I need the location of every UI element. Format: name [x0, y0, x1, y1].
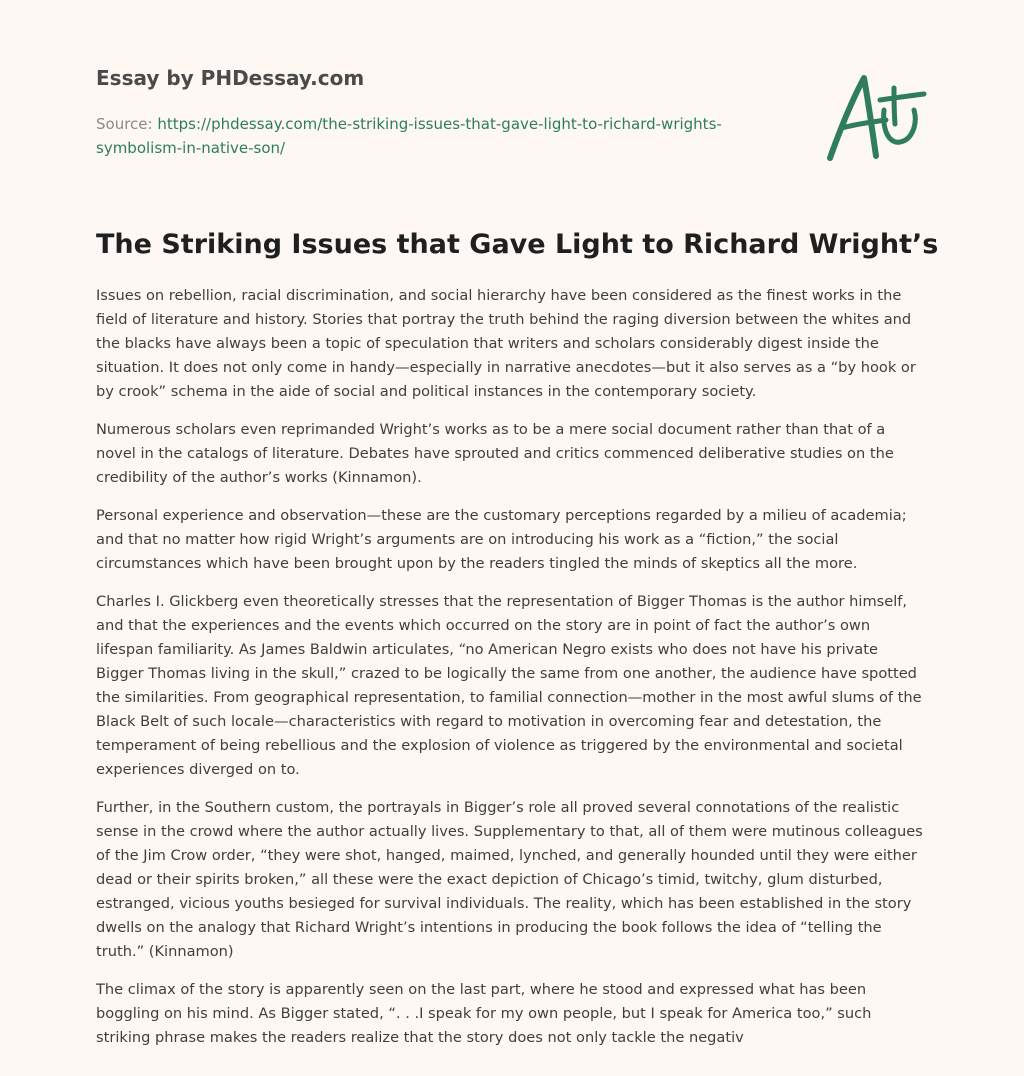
source-line	[96, 112, 776, 160]
paragraph: Personal experience and observation—these are the customary perceptions regarded by a milieu of academia; and that no matter how rigid Wright’s arguments are on introducing his work as a “fiction,” the social circumstances which have been brought upon by the readers tingled the minds of skeptics all the more.	[96, 507, 907, 572]
source-label: Source:	[96, 115, 158, 133]
essay-title: The Striking Issues that Gave Light to Richard Wright’s	[96, 229, 939, 260]
paragraph: Further, in the Southern custom, the portrayals in Bigger’s role all proved several connotations of the realistic sense in the crowd where the author actually lives. Supplementary to that, all of them were mutinous colleagues of the Jim Crow order, “they were shot, hanged, maimed, lynched, and generally hounded until they were either dead or their spirits broken,” all these were the exact depiction of Chicago’s timid, twitchy, glum disturbed, estranged, vicious youths besieged for survival individuals. The reality, which has been established in the story dwells on the analogy that Richard Wright’s intentions in producing the book follows the idea of “telling the truth.” (Kinnamon)	[96, 799, 923, 960]
paragraph: Issues on rebellion, racial discrimination, and social hierarchy have been considered as the finest works in the field of literature and history. Stories that portray the truth behind the raging diversion between the whites and the blacks have always been a topic of speculation that writers and scholars considerably digest inside the situation. It does not only come in handy—especially in narrative anecdotes—but it also serves as a “by hook or by crook” schema in the aide of social and political instances in the contemporary society.	[96, 287, 916, 400]
essay-body	[96, 284, 928, 1064]
a-plus-grade-icon	[822, 70, 930, 166]
site-brand: Essay by PHDessay.com	[96, 66, 365, 90]
paragraph: Numerous scholars even reprimanded Wright’s works as to be a mere social document rather than that of a novel in the catalogs of literature. Debates have sprouted and critics commenced deliberative studies on the credibility of the author’s works (Kinnamon).	[96, 421, 894, 486]
paragraph: Charles I. Glickberg even theoretically stresses that the representation of Bigger Thomas is the author himself, and that the experiences and the events which occurred on the story are in point of fact the author’s own lifespan familiarity. As James Baldwin articulates, “no American Negro exists who does not have his private Bigger Thomas living in the skull,” crazed to be logically the same from one another, the audience have spotted the similarities. From geographical representation, to familial connection—mother in the most awful slums of the Black Belt of such locale—characteristics with regard to motivation in overcoming fear and detestation, the temperament of being rebellious and the explosion of violence as triggered by the environmental and societal experiences diverged on to.	[96, 593, 922, 778]
paragraph: The climax of the story is apparently seen on the last part, where he stood and expressed what has been boggling on his mind. As Bigger stated, “. . .I speak for my own people, but I speak for America too,” such striking phrase makes the readers realize that the story does not only tackle the negativ	[96, 981, 872, 1046]
source-link[interactable]: https://phdessay.com/the-striking-issues-that-gave-light-to-richard-wrights-symbolism-in-native-son/	[96, 115, 722, 157]
